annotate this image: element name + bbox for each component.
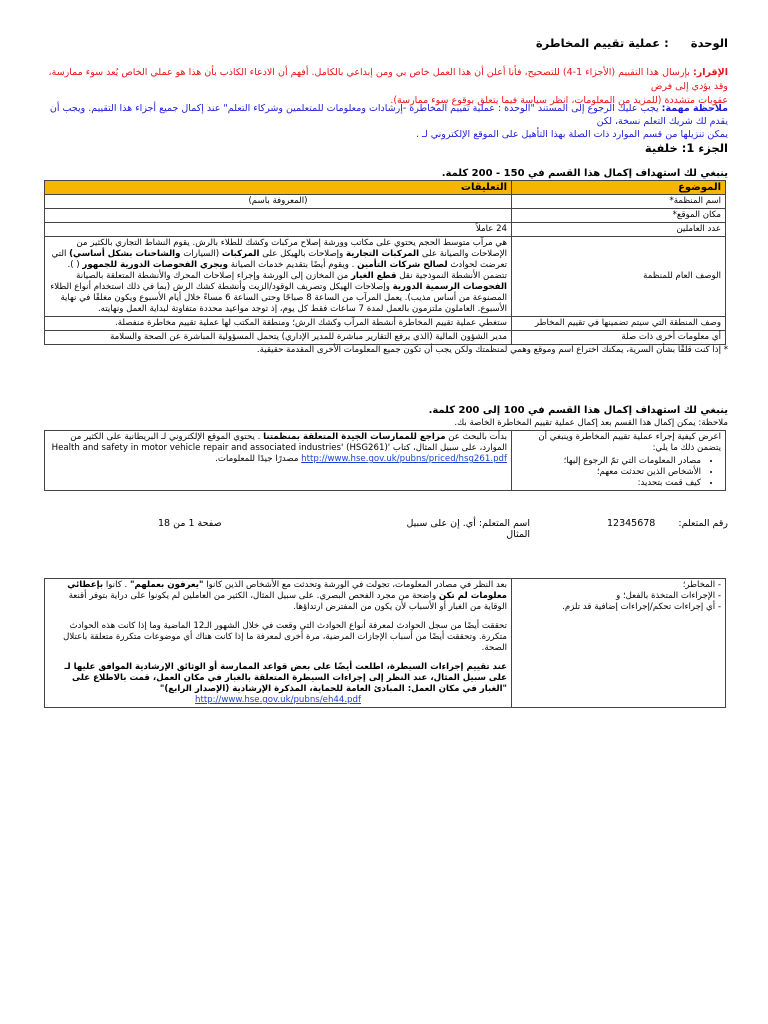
desc-bold: المركبات (221, 249, 260, 259)
desc-bold: المركبات التجارية (345, 249, 420, 259)
unit-label: الوحدة (690, 36, 728, 50)
table-header-row (45, 181, 726, 195)
method-answer (45, 431, 512, 491)
answer-bold: "يعرفون بعملهم" (130, 580, 204, 590)
method-answer-continued (45, 579, 512, 708)
learner-number-label: رقم المتعلم: (678, 518, 728, 529)
learner-number-value: 12345678 (606, 518, 656, 529)
list-item: - المخاطر؛ (682, 580, 721, 590)
subitem-text: أي إجراءات تحكم/إجراءات إضافية قد تلزم. (562, 602, 716, 612)
important-note (38, 102, 728, 141)
note-line1: يجب عليك الرجوع إلى المستند "الوحدة : عملية تقييم المخاطرة -إرشادات ومعلومات للمتعلمين وشركاء التعلم" عند إكمال جميع أجزاء هذا التقييم. ويجب أن يقدم لك شريك التعلم نسخة، لكن (49, 103, 728, 127)
desc-bold: قطع الغيار (350, 271, 397, 281)
note-line2: يمكن تنزيلها من قسم الموارد ذات الصلة بهذا التأهيل على الموقع الإلكتروني لـ . (416, 129, 728, 140)
declaration-line2: عقوبات متشددة (للمزيد من المعلومات، انظر سياسة فيما يتعلق بوقوع سوء ممارسة). (390, 95, 728, 106)
answer-text: . كانوا (105, 580, 128, 590)
page-number: صفحة 1 من 18 (158, 518, 222, 529)
list-item: • كيف قمت بتحديد: (516, 478, 701, 489)
answer-bold: مراجع للممارسات الجيدة المتعلقة بمنظمتنا (263, 432, 446, 442)
desc-bold: لصالح شركات التأمين (357, 260, 448, 270)
answer-text: . يحتوي الموقع الإلكتروني لـ البريطانية على الكثير من الموارد، على سبيل المثال، كتاب 'Health and safety in motor vehicle repair and associated industries' (HSG261) (51, 432, 507, 453)
row-topic: عدد العاملين (512, 223, 726, 237)
answer-bold: بإعطائي معلومات لم تكن (67, 580, 507, 601)
header-comments: التعليقات (45, 181, 512, 195)
table-row (45, 209, 726, 223)
subitem-text: الإجراءات المتخذة بالفعل؛ و (616, 591, 716, 601)
desc-bold: ويجري الفحوصات الدورية للجمهور (82, 260, 229, 270)
desc-bold: والشاحنات بشكل أساسي) (69, 249, 181, 259)
learner-number (607, 518, 728, 529)
method-intro: اعرض كيفية إجراء عملية تقييم المخاطرة وينبغي أن يتضمن ذلك ما يلي: (538, 432, 721, 453)
answer-text: واضحة من مجرد الفحص البصري. على سبيل المثال، الكثير من العاملين لم يكونوا على دراية بتوفر أقنعة الوقاية من الغبار أو الأسباب لأن يكون من المفترض ارتداؤها. (68, 591, 507, 612)
desc-text: (السيارات (183, 249, 220, 259)
answer-text: مصدرًا جيدًا للمعلومات. (215, 454, 299, 464)
table-row (45, 223, 726, 237)
method-subitems (512, 579, 726, 708)
desc-text: وإصلاحات الهيكل وتصريف الوقود/الزيت وأنشطة كشك الرش (بما في ذلك استخدام أنواع الطلاء المصنوعة من أساس مذيب). يعمل المرآب من الساعة 8 صباحًا وحتى الساعة 6 مساءً خلال أيام الأسبوع ويكون مغلقًا في نهاية الأسبوع. العاملون ملتزمون بالعمل لمدة 7 ساعات فقط كل يوم، إذ توجد مواعيد محددة متفاوتة لبداية العمل ونهايته. (50, 282, 507, 314)
desc-text: وإصلاحات بالهيكل على (262, 249, 344, 259)
row-topic: اسم المنظمة* (512, 195, 726, 209)
note-lead: ملاحظة مهمة: (661, 103, 728, 114)
confidentiality-footnote: * إذا كنت قلقًا بشأن السرية، يمكنك اختراع اسم وموقع وهمي لمنظمتك ولكن يجب أن تكون جميع المعلومات الأخرى المقدمة حقيقية. (256, 345, 728, 355)
part2-note: ملاحظة: يمكن إكمال هذا القسم بعد إكمال عملية تقييم المخاطرة الخاصة بك. (454, 418, 728, 428)
part1-instruction: ينبغي لك استهداف إكمال هذا القسم في 150 - 200 كلمة. (441, 168, 728, 179)
declaration-line1: بإرسال هذا التقييم (الأجزاء 1-4) للتصحيح، فأنا أعلن أن هذا العمل خاص بي ومن إبداعي بالكامل. أفهم أن الادعاء الكاذب بأن هذا هو عملي الخاص يُعد سوء ممارسة، وقد يؤدي إلى فرض (48, 67, 728, 92)
row-topic: وصف المنطقة التي سيتم تضمينها في تقييم المخاطر (512, 317, 726, 331)
table-row (45, 331, 726, 345)
desc-text: هي مرآب متوسط الحجم يحتوي على مكاتب وورشة إصلاح مركبات وكشك للطلاء بالرش. يقوم النشاط التجاري بالكثير من الإصلاحات والصيانة على (76, 238, 507, 259)
declaration-lead: الإقرار: (693, 67, 728, 78)
table-row (45, 579, 726, 708)
answer-paragraph: تحققت أيضًا من سجل الحوادث لمعرفة أنواع الحوادث التي وقعت في خلال الشهور الـ12 الماضية وما إذا كانت هذه الحوادث متكررة. وتحققت أيضًا من أسباب الإجازات المرضية، مرة أخرى لمعرفة ما إذا كانت هناك أي موضوعات متكررة متعلقة باعتلال الصحة. (63, 621, 507, 653)
hsg261-link[interactable]: http://www.hse.gov.uk/pubns/priced/hsg261.pdf (301, 454, 507, 464)
list-item: - أي إجراءات تحكم/إجراءات إضافية قد تلزم. (562, 602, 721, 612)
table-row (45, 317, 726, 331)
unit-header (536, 36, 728, 50)
table-row (45, 195, 726, 209)
table-row (45, 237, 726, 317)
answer-text: بعد النظر في مصادر المعلومات، تجولت في الورشة وتحدثت مع الأشخاص الذين كانوا (206, 580, 507, 590)
row-topic: أي معلومات أخرى ذات صلة (512, 331, 726, 345)
answer-paragraph-bold: عند تقييم إجراءات السيطرة، اطلعت أيضًا على بعض قواعد الممارسة أو الوثائق الإرشادية الموافق عليها لـ على سبيل المثال، عند النظر إلى إجراءات السيطرة المتعلقة بالغبار في مكان العمل، قمت بالاطلاع على "الغبار في مكان العمل: المبادئ العامة للحماية، المذكرة الإرشادية (الإصدار الرابع)" (64, 662, 507, 694)
subitem-text: المخاطر؛ (682, 580, 716, 590)
row-comment (45, 209, 512, 223)
learner-name (400, 518, 530, 540)
list-item: • مصادر المعلومات التي تمّ الرجوع إليها؛ (516, 456, 701, 467)
header-topic: الموضوع (512, 181, 726, 195)
desc-text: من المخازن إلى الورشة وإجراء إصلاحات المحرك والأنشطة المتعلقة بالصيانة (76, 271, 349, 281)
list-item: • الأشخاص الذين تحدثت معهم؛ (516, 467, 701, 478)
row-comment: 24 عاملاً (45, 223, 512, 237)
method-prompt (512, 431, 726, 491)
org-description (45, 237, 512, 317)
desc-text: ( ). تتضمن الأنشطة النموذجية نقل (67, 260, 507, 281)
unit-colon: : (664, 36, 669, 50)
method-bullets (516, 456, 721, 489)
desc-bold: الفحوصات الرسمية الدورية (392, 282, 507, 292)
list-item: - الإجراءات المتخذة بالفعل؛ و (616, 591, 721, 601)
answer-text: بدأت بالبحث عن (448, 432, 507, 442)
desc-text: التي تعرضت لحوادث (51, 249, 507, 270)
part2-instruction: ينبغي لك استهداف إكمال هذا القسم في 100 إلى 200 كلمة. (428, 405, 728, 416)
unit-title: عملية تقييم المخاطرة (535, 36, 661, 50)
row-topic: مكان الموقع* (512, 209, 726, 223)
link-row (49, 695, 507, 706)
learner-name-label: اسم المتعلم: (478, 518, 530, 529)
row-comment: مدير الشؤون المالية (الذي يرفع التقارير مباشرة للمدير الإداري) يتحمل المسؤولية المباشرة عن الصحة والسلامة (45, 331, 512, 345)
learner-name-value: أي. إن على سبيل المثال (406, 518, 530, 540)
table-row (45, 431, 726, 491)
row-comment: ستغطي عملية تقييم المخاطرة أنشطة المرآب وكشك الرش؛ ومنطقة المكتب لها عملية تقييم مخاطرة منفصلة. (45, 317, 512, 331)
eh44-link[interactable]: http://www.hse.gov.uk/pubns/eh44.pdf (195, 695, 361, 705)
answer-paragraph (49, 580, 507, 613)
method-table-continued (44, 578, 726, 708)
background-table (44, 180, 726, 345)
method-table (44, 430, 726, 491)
desc-text: . ويقوم أيضًا بتقديم خدمات الصيانة (230, 260, 355, 270)
part1-title: الجزء 1: خلفية (644, 141, 728, 155)
row-topic: الوصف العام للمنظمة (512, 237, 726, 317)
row-comment: (المعروفة باسم) (45, 195, 512, 209)
